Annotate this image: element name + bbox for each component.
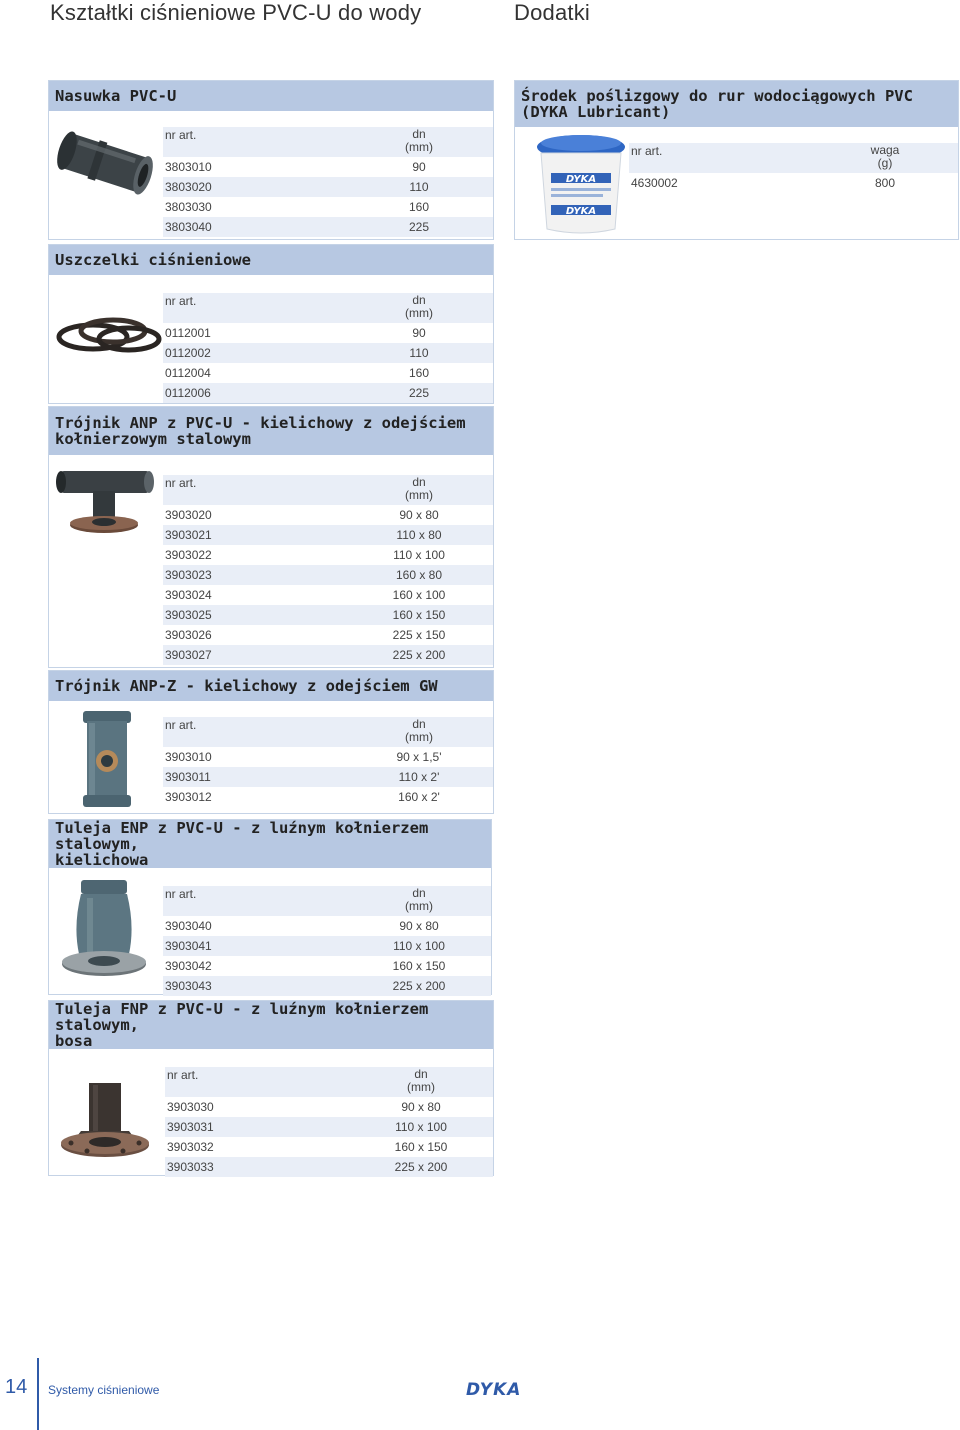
tee-threaded-image bbox=[79, 709, 135, 809]
table-row: 3903026 225 x 150 bbox=[165, 628, 446, 642]
table-uszczelki bbox=[163, 293, 493, 403]
table-nasuwka bbox=[163, 127, 493, 237]
section-lubricant bbox=[514, 80, 959, 240]
lubricant-jar-image bbox=[533, 133, 629, 237]
table-row: 0112006 225 bbox=[163, 383, 493, 403]
seals-image bbox=[53, 309, 165, 359]
table-tuleja-fnp bbox=[165, 1067, 493, 1177]
table-row: 3903025 160 x 150 bbox=[163, 605, 493, 625]
section-trojnik-anpz bbox=[48, 670, 494, 814]
section-title: Nasuwka PVC-U bbox=[49, 81, 493, 111]
section-tuleja-fnp bbox=[48, 1000, 494, 1176]
table-row: 3803020 110 bbox=[163, 177, 493, 197]
table-row: 3903010 90 x 1,5' bbox=[165, 750, 442, 764]
footer-divider bbox=[37, 1358, 39, 1430]
table-lubricant bbox=[629, 143, 958, 193]
table-row: 3903020 90 x 80 bbox=[165, 508, 439, 522]
table-row: 3903011 110 x 2' bbox=[163, 767, 493, 787]
table-row: 3903024 160 x 100 bbox=[165, 588, 446, 602]
table-header: nr art. dn (mm) bbox=[163, 886, 491, 916]
table-row: 3903023 160 x 80 bbox=[163, 565, 493, 585]
table-row: 3903031 110 x 100 bbox=[165, 1117, 493, 1137]
table-trojnik-anp bbox=[163, 475, 493, 667]
dyka-logo: DYKA bbox=[466, 1380, 522, 1400]
table-row: 3903042 160 x 150 bbox=[165, 959, 446, 973]
table-row: 4630002 800 bbox=[631, 176, 896, 190]
table-header: nr art. dn (mm) bbox=[163, 717, 493, 747]
table-header: nr art. dn (mm) bbox=[163, 475, 493, 505]
table-row: 3903032 160 x 150 bbox=[167, 1140, 448, 1154]
section-title: Tuleja FNP z PVC-U - z luźnym kołnierzem stalowym, bosa bbox=[49, 1001, 493, 1049]
tee-flanged-image bbox=[53, 465, 157, 537]
table-header: nr art. waga (g) bbox=[629, 143, 958, 173]
section-title: Uszczelki ciśnieniowe bbox=[49, 245, 493, 275]
table-row: 3903033 225 x 200 bbox=[165, 1157, 493, 1177]
table-row: 3903021 110 x 80 bbox=[163, 525, 493, 545]
section-title: Trójnik ANP z PVC-U - kielichowy z odejściem kołnierzowym stalowym bbox=[49, 407, 493, 455]
coupling-image bbox=[53, 123, 157, 203]
table-row: 3903041 110 x 100 bbox=[163, 936, 491, 956]
section-title: Środek poślizgowy do rur wodociągowych PVC (DYKA Lubricant) bbox=[515, 81, 958, 127]
svg-text:DYKA: DYKA bbox=[565, 206, 597, 217]
table-tuleja-enp bbox=[163, 886, 491, 996]
footer-section-name: Systemy ciśnieniowe bbox=[48, 1383, 160, 1397]
table-row: 0112001 90 bbox=[165, 326, 426, 340]
table-row: 3803010 90 bbox=[165, 160, 426, 174]
section-uszczelki bbox=[48, 244, 494, 404]
table-row: 0112002 110 bbox=[163, 343, 493, 363]
section-title: Tuleja ENP z PVC-U - z luźnym kołnierzem stalowym, kielichowa bbox=[49, 820, 491, 868]
page-section-title: Dodatki bbox=[514, 0, 590, 25]
table-row: 0112004 160 bbox=[165, 366, 430, 380]
page-title: Kształtki ciśnieniowe PVC-U do wody bbox=[50, 0, 422, 25]
sleeve-fnp-image bbox=[57, 1081, 153, 1161]
table-row: 3803040 225 bbox=[163, 217, 493, 237]
table-trojnik-anpz bbox=[163, 717, 493, 809]
table-row: 3903022 110 x 100 bbox=[165, 548, 445, 562]
table-row: 3903040 90 x 80 bbox=[165, 919, 439, 933]
table-row: 3903012 160 x 2' bbox=[165, 790, 440, 804]
table-row: 3903030 90 x 80 bbox=[167, 1100, 441, 1114]
svg-text:DYKA: DYKA bbox=[565, 174, 597, 185]
table-row: 3803030 160 bbox=[165, 200, 430, 214]
sleeve-enp-image bbox=[59, 876, 149, 984]
table-header: nr art. dn (mm) bbox=[165, 1067, 493, 1097]
page-number: 14 bbox=[5, 1376, 28, 1398]
section-title: Trójnik ANP-Z - kielichowy z odejściem GW bbox=[49, 671, 493, 701]
table-row: 3903027 225 x 200 bbox=[163, 645, 493, 665]
table-header: nr art. dn (mm) bbox=[163, 293, 493, 323]
section-nasuwka bbox=[48, 80, 494, 240]
section-tuleja-enp bbox=[48, 819, 492, 995]
table-header: nr art. dn (mm) bbox=[163, 127, 493, 157]
table-row: 3903043 225 x 200 bbox=[163, 976, 491, 996]
section-trojnik-anp bbox=[48, 406, 494, 668]
